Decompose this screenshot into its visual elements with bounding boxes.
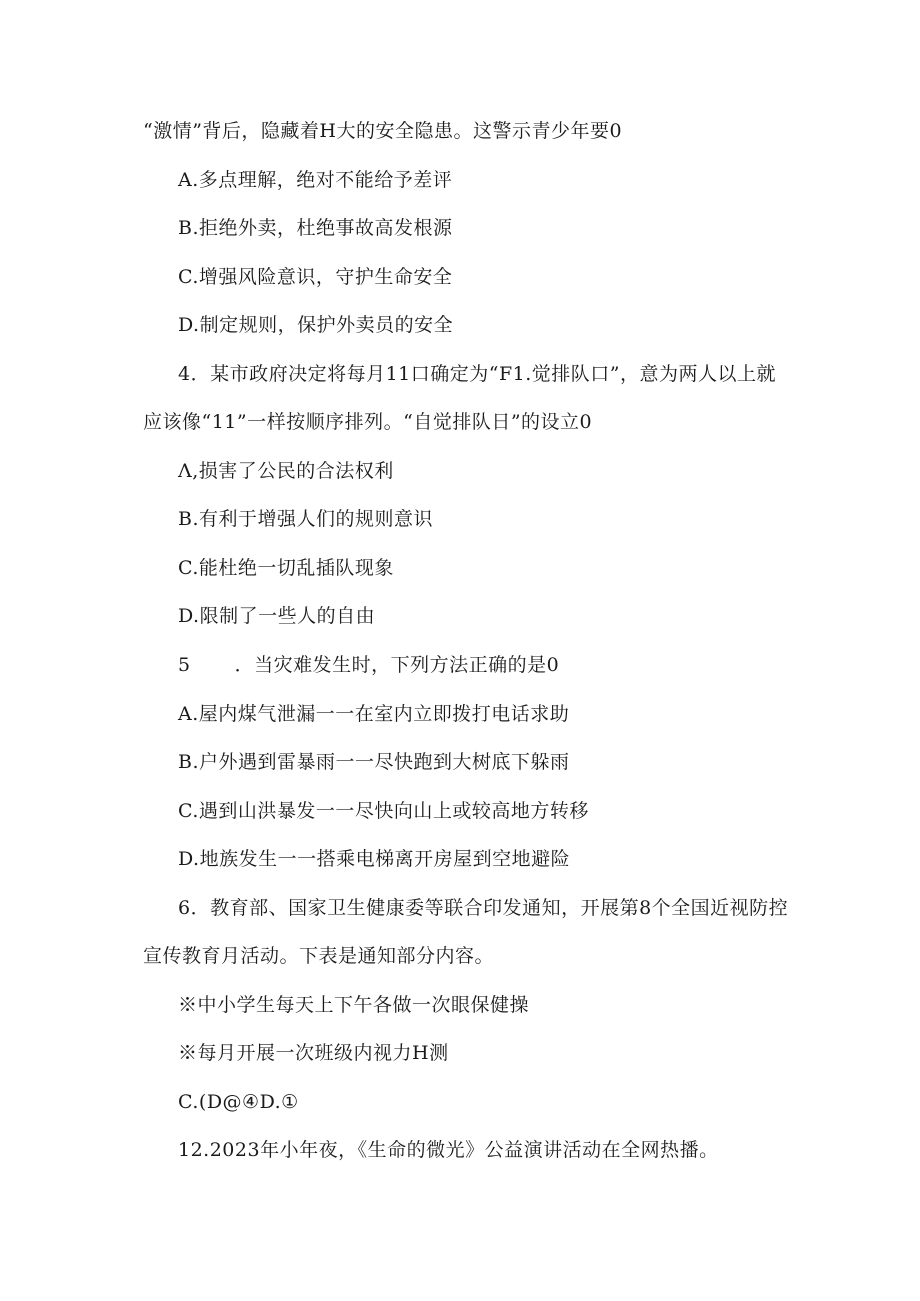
notice-item: ※中小学生每天上下午各做一次眼保健操 (178, 994, 530, 1016)
answer-options: C.(D@④D.① (178, 1091, 299, 1113)
option-c: C.增强风险意识，守护生命安全 (178, 266, 453, 288)
option-d: D.限制了一些人的自由 (178, 605, 376, 627)
option-d: D.地族发生一一搭乘电梯离开房屋到空地避险 (178, 848, 571, 870)
question-6: 6．教育部、国家卫生健康委等联合印发通知，开展第8个全国近视防控 (178, 897, 789, 919)
option-a: A.多点理解，绝对不能给予差评 (178, 169, 453, 191)
option-a: Λ,损害了公民的合法权利 (178, 460, 394, 482)
question-5 (178, 653, 559, 677)
option-c: C.能杜绝一切乱插队现象 (178, 557, 394, 579)
option-a: A.屋内煤气泄漏一一在室内立即拨打电话求助 (178, 703, 570, 725)
question-12: 12.2023年小年夜，《生命的微光》公益演讲活动在全网热播。 (178, 1139, 719, 1161)
notice-item: ※每月开展一次班级内视力H测 (178, 1042, 449, 1064)
question-4: 4．某市政府决定将每月11口确定为“F1.觉排队口”，意为两人以上就 (178, 363, 777, 385)
option-c: C.遇到山洪暴发一一尽快向山上或较高地方转移 (178, 800, 589, 822)
option-b: B.拒绝外卖，杜绝事故高发根源 (178, 217, 453, 239)
option-b: B.有利于增强人们的规则意识 (178, 508, 434, 530)
question-5-text: ．当灾难发生时，下列方法正确的是0 (234, 654, 560, 676)
text-line: 宣传教育月活动。下表是通知部分内容。 (143, 945, 495, 967)
option-b: B.户外遇到雷暴雨一一尽快跑到大树底下躲雨 (178, 751, 570, 773)
option-d: D.制定规则，保护外卖员的安全 (178, 314, 454, 336)
text-line: 应该像“11”一样按顺序排列。“自觉排队日”的设立0 (143, 411, 593, 433)
text-line: “激情”背后，隐藏着H大的安全隐患。这警示青少年要0 (143, 120, 623, 142)
question-5-number: 5 (178, 654, 191, 676)
